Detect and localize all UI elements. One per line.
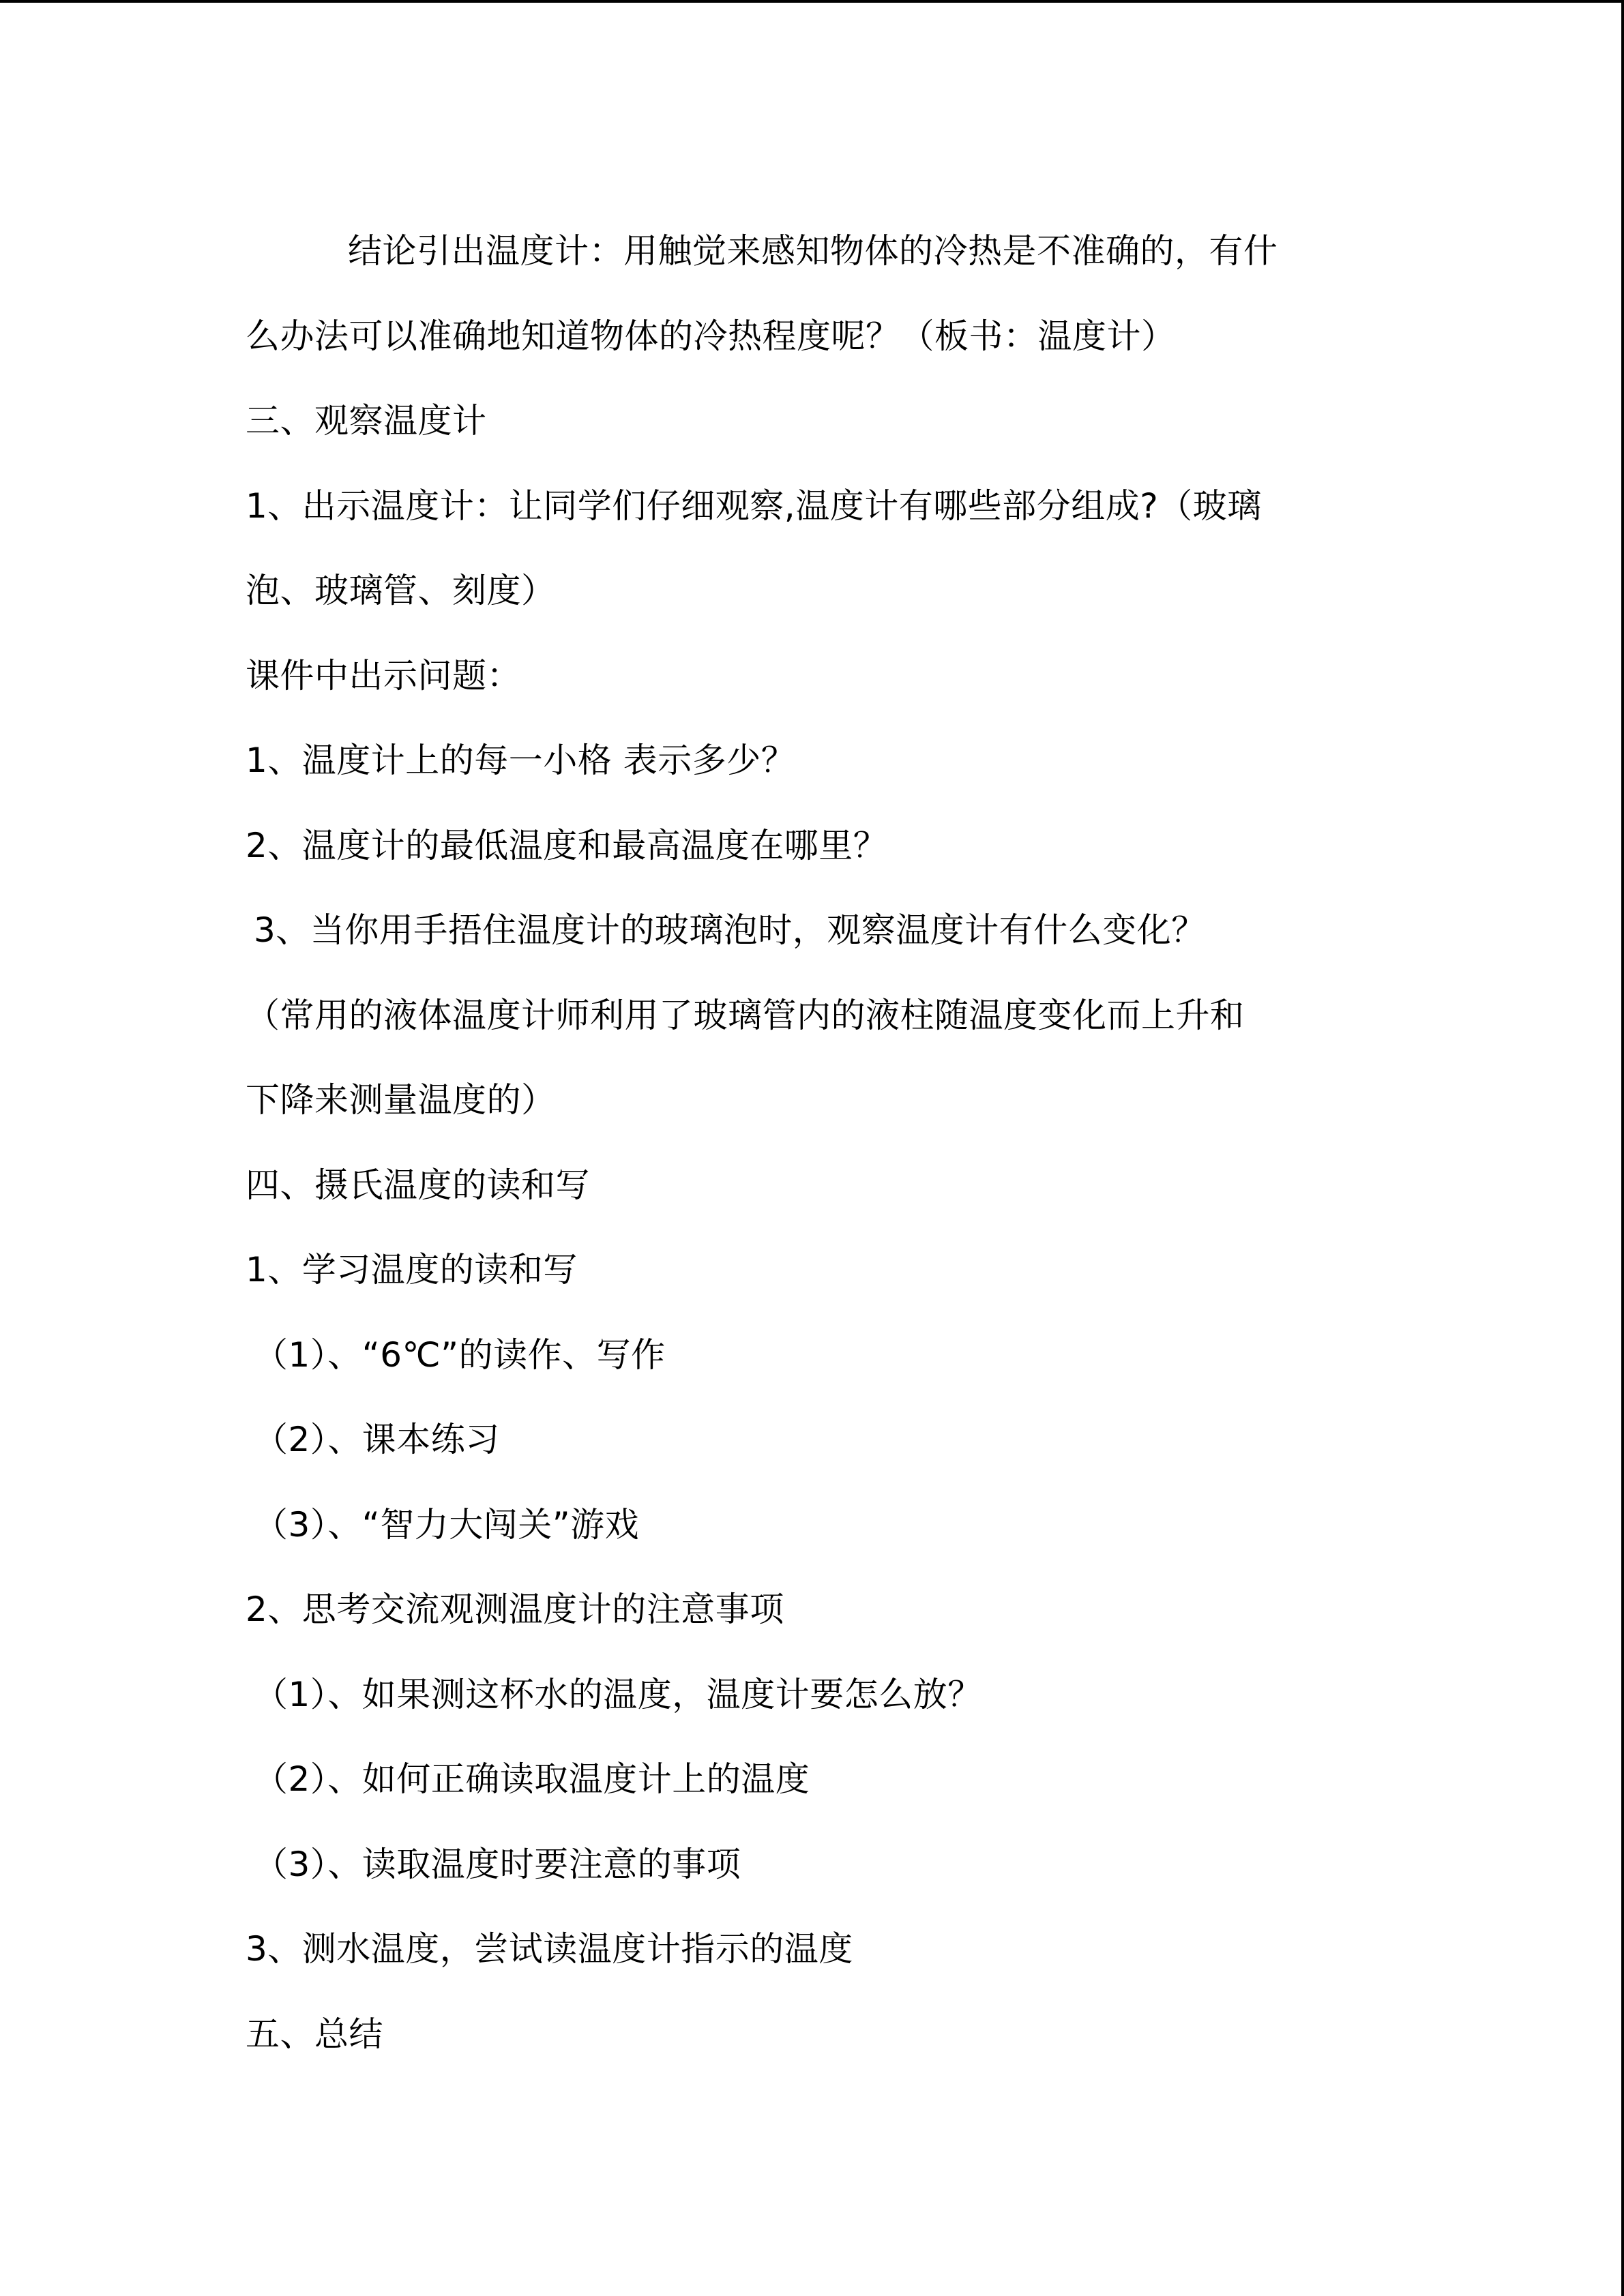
sub-item-3-notes: （3）、读取温度时要注意的事项 — [254, 1844, 741, 1884]
document-body — [246, 209, 1378, 2076]
sub-item-1-read-write: （1）、“6℃”的读作、写作 — [254, 1335, 666, 1375]
courseware-questions-label: 课件中出示问题： — [246, 655, 521, 696]
list-item-precautions: 2、思考交流观测温度计的注意事项 — [246, 1590, 784, 1629]
section-heading-celsius: 四、摄氏温度的读和写 — [246, 1165, 590, 1205]
sub-item-1-placement: （1）、如果测这杯水的温度，温度计要怎么放？ — [254, 1674, 982, 1714]
paragraph-conclusion-line-1: 结论引出温度计：用触觉来感知物体的冷热是不准确的，有什 — [348, 231, 1278, 271]
question-2: 2、温度计的最低温度和最高温度在哪里？ — [246, 825, 888, 865]
explanation-line-2: 下降来测量温度的） — [246, 1080, 556, 1120]
paragraph-conclusion-line-2: 么办法可以准确地知道物体的冷热程度呢？（板书：温度计） — [246, 316, 1176, 356]
section-heading-summary: 五、总结 — [246, 2014, 383, 2054]
sub-item-2-textbook-exercise: （2）、课本练习 — [254, 1420, 500, 1459]
sub-item-2-reading: （2）、如何正确读取温度计上的温度 — [254, 1759, 810, 1799]
question-1: 1、温度计上的每一小格 表示多少？ — [246, 741, 796, 780]
sub-item-3-game: （3）、“智力大闯关”游戏 — [254, 1504, 640, 1545]
section-heading-observe-thermometer: 三、观察温度计 — [246, 401, 487, 441]
list-item-show-thermometer-line-2: 泡、玻璃管、刻度） — [246, 571, 556, 610]
list-item-measure-water: 3、测水温度，尝试读温度计指示的温度 — [246, 1929, 853, 1969]
page-border-right — [1621, 0, 1624, 2296]
page-border-top — [0, 0, 1624, 3]
explanation-line-1: （常用的液体温度计师利用了玻璃管内的液柱随温度变化而上升和 — [246, 995, 1245, 1035]
list-item-show-thermometer-line-1: 1、出示温度计：让同学们仔细观察,温度计有哪些部分组成?（玻璃 — [246, 486, 1262, 526]
question-3: 3、当你用手捂住温度计的玻璃泡时，观察温度计有什么变化？ — [254, 910, 1206, 950]
list-item-read-write: 1、学习温度的读和写 — [246, 1250, 578, 1289]
